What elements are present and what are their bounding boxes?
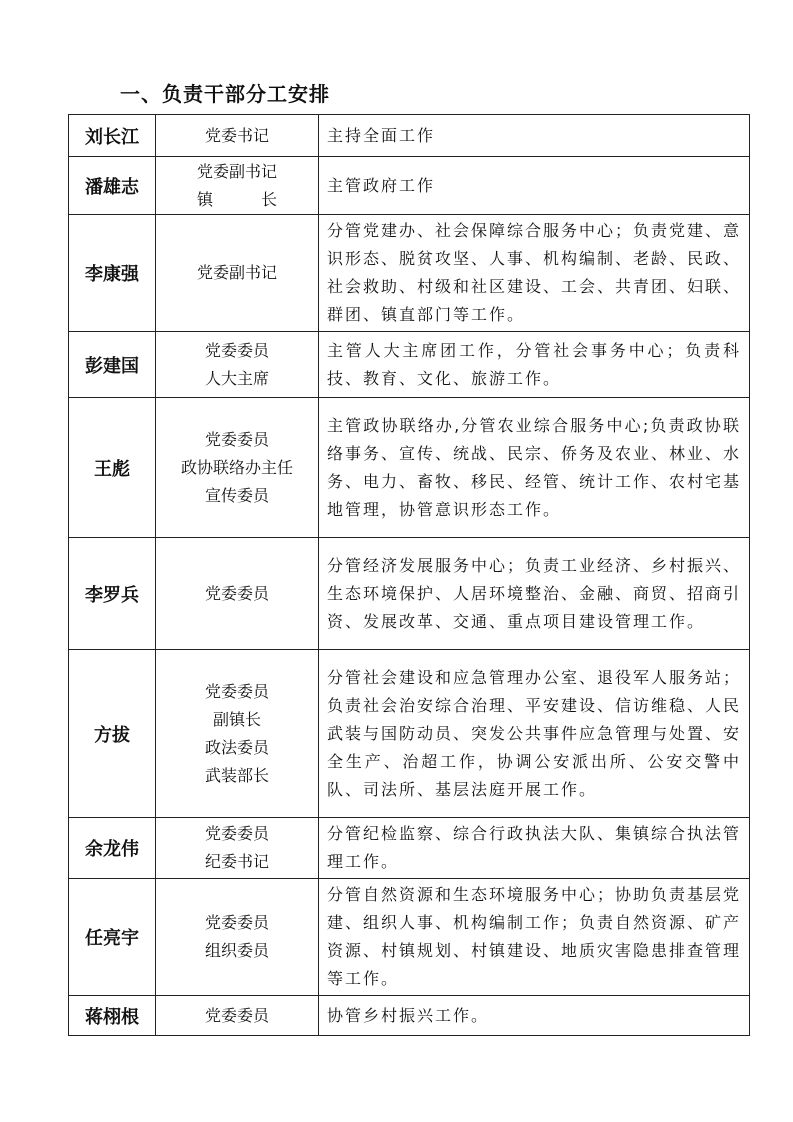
role-line: 党委副书记 — [196, 161, 277, 181]
duty-cell: 主持全面工作 — [319, 115, 750, 157]
duty-cell: 分管党建办、社会保障综合服务中心；负责党建、意识形态、脱贫攻坚、人事、机构编制、老龄、民政、社会救助、村级和社区建设、工会、共青团、妇联、群团、镇直部门等工作。 — [319, 215, 750, 332]
role-cell — [156, 332, 319, 398]
name-cell: 彭建国 — [69, 332, 156, 398]
duty-cell: 主管政协联络办,分管农业综合服务中心;负责政协联络事务、宣传、统战、民宗、侨务及农业、林业、水务、电力、畜牧、移民、经管、统计工作、农村宅基地管理，协管意识形态工作。 — [319, 398, 750, 538]
role-line: 党委副书记 — [196, 263, 277, 282]
role-line: 党委委员 — [204, 681, 269, 701]
duty-cell: 分管自然资源和生态环境服务中心；协助负责基层党建、组织人事、机构编制工作；负责自然资源、矿产资源、村镇规划、村镇建设、地质灾害隐患排查管理等工作。 — [319, 879, 750, 996]
duty-cell: 分管经济发展服务中心；负责工业经济、乡村振兴、生态环境保护、人居环境整治、金融、商贸、招商引资、发展改革、交通、重点项目建设管理工作。 — [319, 538, 750, 650]
table-row — [69, 818, 750, 879]
name-cell: 李罗兵 — [69, 538, 156, 650]
role-cell — [156, 538, 319, 650]
role-line: 组织委员 — [204, 941, 269, 960]
table-row — [69, 115, 750, 157]
role-line: 政协联络办主任 — [180, 457, 293, 477]
role-cell — [156, 650, 319, 818]
duty-cell: 主管人大主席团工作，分管社会事务中心；负责科技、教育、文化、旅游工作。 — [319, 332, 750, 398]
assignment-table — [68, 114, 750, 1036]
role-line: 党委委员 — [204, 340, 269, 360]
name-cell: 潘雄志 — [69, 157, 156, 215]
role-line: 党委委员 — [204, 583, 269, 603]
role-line: 党委委员 — [204, 1005, 269, 1025]
role-line: 副镇长 — [212, 709, 261, 729]
role-cell — [156, 818, 319, 879]
table-row — [69, 996, 750, 1036]
role-line: 镇 长 — [196, 189, 277, 209]
role-line: 政法委员 — [204, 737, 269, 757]
table-row — [69, 215, 750, 332]
table-row — [69, 157, 750, 215]
role-line: 党委委员 — [204, 429, 269, 449]
role-cell — [156, 879, 319, 996]
table-row — [69, 332, 750, 398]
duty-cell: 协管乡村振兴工作。 — [319, 996, 750, 1036]
role-cell — [156, 215, 319, 332]
role-cell — [156, 115, 319, 157]
name-cell: 任亮宇 — [69, 879, 156, 996]
role-line: 党委委员 — [204, 913, 269, 932]
role-cell — [156, 996, 319, 1036]
name-cell: 李康强 — [69, 215, 156, 332]
name-cell: 方拔 — [69, 650, 156, 818]
duty-cell: 分管社会建设和应急管理办公室、退役军人服务站；负责社会治安综合治理、平安建设、信访维稳、人民武装与国防动员、突发公共事件应急管理与处置、安全生产、治超工作，协调公安派出所、公安交警中队、司法所、基层法庭开展工作。 — [319, 650, 750, 818]
name-cell: 蒋栩根 — [69, 996, 156, 1036]
role-cell — [156, 398, 319, 538]
table-row — [69, 650, 750, 818]
duty-cell: 分管纪检监察、综合行政执法大队、集镇综合执法管理工作。 — [319, 818, 750, 879]
role-line: 宣传委员 — [204, 485, 269, 505]
table-row — [69, 538, 750, 650]
table-row — [69, 879, 750, 996]
role-line: 武装部长 — [204, 765, 269, 785]
role-line: 党委书记 — [204, 125, 269, 145]
role-line: 纪委书记 — [204, 852, 269, 871]
section-heading: 一、负责干部分工安排 — [120, 82, 330, 106]
role-cell — [156, 157, 319, 215]
role-line: 党委委员 — [204, 824, 269, 843]
name-cell: 余龙伟 — [69, 818, 156, 879]
duty-cell: 主管政府工作 — [319, 157, 750, 215]
name-cell: 王彪 — [69, 398, 156, 538]
table-row — [69, 398, 750, 538]
name-cell: 刘长江 — [69, 115, 156, 157]
role-line: 人大主席 — [204, 368, 269, 388]
